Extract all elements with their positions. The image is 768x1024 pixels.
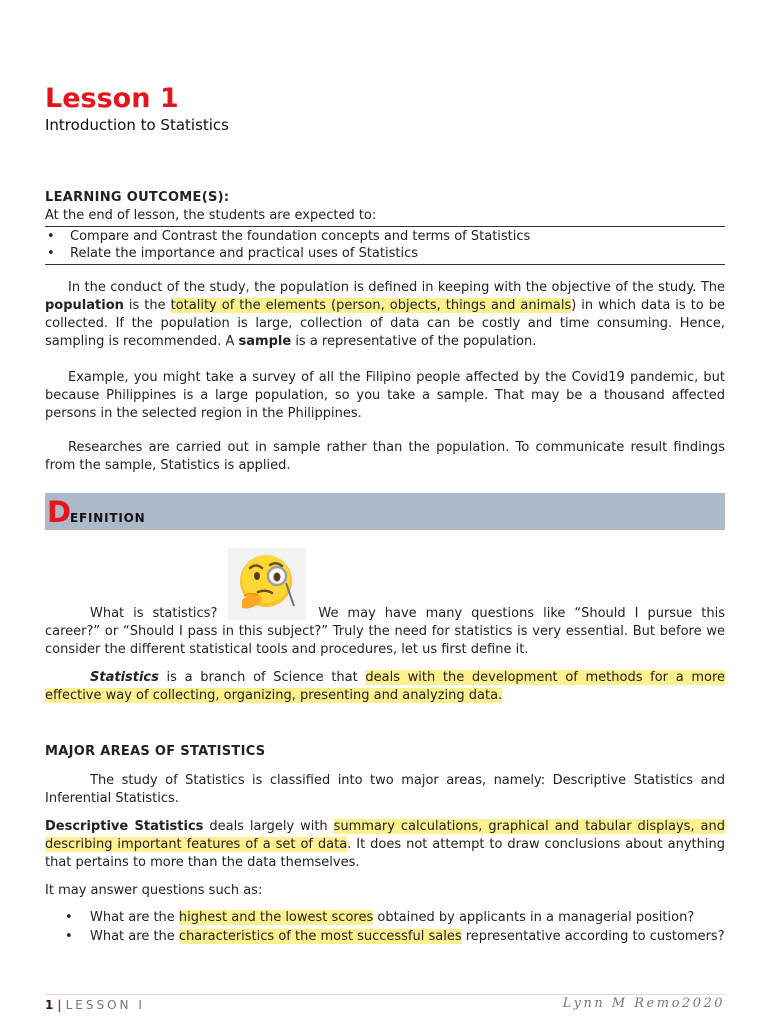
major-areas-heading: MAJOR AREAS OF STATISTICS: [45, 744, 266, 759]
highlight: characteristics of the most successful sales: [178, 929, 462, 944]
questions-intro: It may answer questions such as:: [45, 883, 263, 898]
learning-outcomes-heading: LEARNING OUTCOME(S):: [45, 190, 230, 205]
definition-heading: EFINITION: [70, 511, 146, 525]
statistics-definition-paragraph: [45, 669, 725, 705]
sample-term: sample: [238, 334, 292, 349]
lesson-title: Lesson 1: [45, 83, 179, 114]
text: What is statistics?: [90, 606, 218, 621]
text: is the: [123, 298, 171, 313]
text: We may have many questions like “Should I pursue this career?” or “Should I pass in this subject?” Truly the need for statistics is very essential. But before we consider the different statistical tools and procedures, let us first define it.: [45, 606, 726, 657]
questions-list: [45, 908, 725, 946]
example-paragraph: Example, you might take a survey of all the Filipino people affected by the Covid19 pandemic, but because Philippines is a large population, so you take a sample. That may be a thousand affected persons in the selected region in the Philippines.: [45, 370, 725, 421]
text: . It does not attempt to draw conclusions about anything that pertains to more than the data themselves.: [45, 837, 725, 870]
text: representative according to customers?: [461, 929, 725, 944]
definition-banner: [45, 493, 725, 530]
statistics-term: Statistics: [90, 670, 159, 685]
footer-author: Lynn M Remo2020: [562, 996, 725, 1011]
highlight: summary calculations, graphical and tabular displays, and describing important features of a set of data: [45, 819, 725, 852]
population-term: population: [45, 298, 124, 313]
text: deals largely with: [203, 819, 334, 834]
population-paragraph: [45, 279, 725, 351]
descriptive-statistics-term: Descriptive Statistics: [45, 819, 204, 834]
major-areas-paragraph: The study of Statistics is classified into two major areas, namely: Descriptive Statistics and Inferential Statistics.: [45, 773, 725, 806]
footer-separator: |: [57, 998, 62, 1012]
list-item: [45, 908, 725, 927]
footer-divider: [45, 994, 725, 995]
footer-lesson-label: LESSON I: [65, 998, 145, 1012]
what-is-statistics-paragraph: [45, 605, 725, 659]
definition-initial: D: [47, 495, 72, 529]
learning-outcomes-intro: At the end of lesson, the students are expected to:: [45, 208, 377, 223]
lesson-subtitle: Introduction to Statistics: [45, 116, 229, 134]
text: obtained by applicants in a managerial position?: [373, 910, 695, 925]
highlight: deals with the development of methods for a more effective way of collecting, organizing, presenting and analyzing data.: [45, 670, 725, 703]
research-paragraph: Researches are carried out in sample rather than the population. To communicate result findings from the sample, Statistics is applied.: [45, 440, 725, 473]
text: ) in which data is to be collected. If the population is large, collection of data can be costly and time consuming. Hence, sampling is recommended. A: [45, 298, 725, 349]
descriptive-statistics-paragraph: [45, 818, 725, 872]
list-item: [45, 927, 725, 946]
highlight: highest and the lowest scores: [178, 910, 374, 925]
footer-page-label: [45, 998, 145, 1012]
text: What are the: [90, 929, 179, 944]
list-item: • Relate the importance and practical uses of Statistics: [45, 245, 725, 262]
learning-outcomes-list: [45, 226, 725, 265]
text: In the conduct of the study, the population is defined in keeping with the objective of the study. The: [68, 280, 725, 295]
text: is a branch of Science that: [158, 670, 366, 685]
text: What are the: [90, 910, 179, 925]
text: is a representative of the population.: [291, 334, 537, 349]
list-item: • Compare and Contrast the foundation concepts and terms of Statistics: [45, 228, 725, 245]
highlight: totality of the elements (person, objects, things and animals: [170, 298, 572, 313]
page-number: 1: [45, 998, 54, 1012]
